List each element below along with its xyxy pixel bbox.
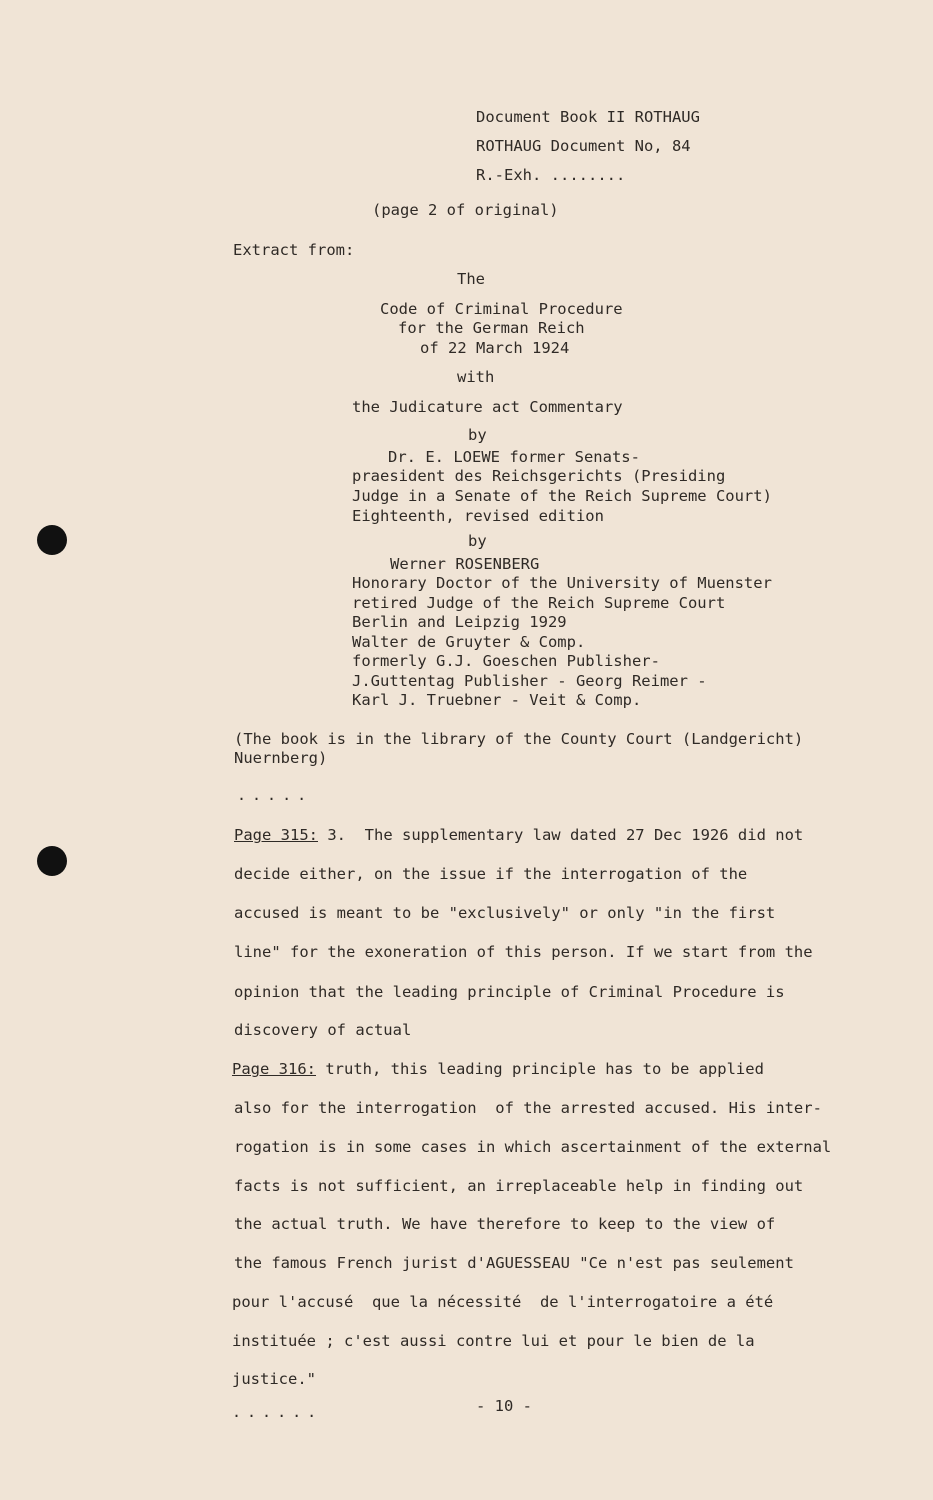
publisher-line-4: Karl J. Truebner - Veit & Comp. — [352, 691, 642, 709]
body-text: 3. The supplementary law dated 27 Dec 1926 did not — [318, 826, 804, 844]
publisher-line-3: J.Guttentag Publisher - Georg Reimer - — [352, 672, 707, 690]
body-line-15: justice." — [232, 1370, 316, 1388]
publication-place: Berlin and Leipzig 1929 — [352, 613, 567, 631]
title-the: The — [457, 270, 485, 288]
publisher-line-1: Walter de Gruyter & Comp. — [352, 633, 586, 651]
body-line-9: rogation is in some cases in which ascertainment of the external — [234, 1138, 832, 1156]
ellipsis-separator: ..... — [237, 786, 313, 804]
body-line-4: line" for the exoneration of this person. If we start from the — [234, 943, 813, 961]
extract-label: Extract from: — [233, 241, 355, 259]
edition: Eighteenth, revised edition — [352, 507, 604, 525]
title-with: with — [457, 368, 495, 386]
author1-line-b: praesident des Reichsgerichts (Presiding — [352, 467, 726, 485]
publisher-line-2: formerly G.J. Goeschen Publisher- — [352, 652, 660, 670]
header-line-3: R.-Exh. ........ — [476, 166, 626, 184]
punch-hole-lower — [37, 846, 67, 876]
author2-name: Werner ROSENBERG — [390, 555, 540, 573]
body-line-6: discovery of actual — [234, 1021, 412, 1039]
library-note-1: (The book is in the library of the County Court (Landgericht) — [234, 730, 804, 748]
header-line-2: ROTHAUG Document No, 84 — [476, 137, 691, 155]
library-note-2: Nuernberg) — [234, 749, 328, 767]
title-by-1: by — [468, 426, 487, 444]
body-line-8: also for the interrogation of the arrested accused. His inter- — [234, 1099, 822, 1117]
page-315-label: Page 315: — [234, 826, 318, 844]
body-line-10: facts is not sufficient, an irreplaceable help in finding out — [234, 1177, 804, 1195]
page-316-label: Page 316: — [232, 1060, 316, 1078]
ellipsis-footer: ...... — [232, 1403, 323, 1421]
body-line-13: pour l'accusé que la nécessité de l'interrogatoire a été — [232, 1293, 774, 1311]
body-line-14: instituée ; c'est aussi contre lui et pour le bien de la — [232, 1332, 755, 1350]
body-line-12: the famous French jurist d'AGUESSEAU "Ce n'est pas seulement — [234, 1254, 794, 1272]
title-commentary: the Judicature act Commentary — [352, 398, 623, 416]
punch-hole-upper — [37, 525, 67, 555]
body-line-2: decide either, on the issue if the interrogation of the — [234, 865, 748, 883]
title-line-3: of 22 March 1924 — [420, 339, 570, 357]
body-line-11: the actual truth. We have therefore to keep to the view of — [234, 1215, 776, 1233]
title-by-2: by — [468, 532, 487, 550]
body-line-1 — [234, 828, 803, 844]
body-line-3: accused is meant to be "exclusively" or only "in the first — [234, 904, 776, 922]
body-line-7 — [232, 1062, 764, 1078]
body-line-5: opinion that the leading principle of Criminal Procedure is — [234, 983, 785, 1001]
author2-line-a: Honorary Doctor of the University of Muenster — [352, 574, 772, 592]
body-text: truth, this leading principle has to be applied — [316, 1060, 764, 1078]
page-number: - 10 - — [476, 1397, 532, 1415]
page-note: (page 2 of original) — [372, 201, 559, 219]
title-line-1: Code of Criminal Procedure — [380, 300, 623, 318]
author2-line-b: retired Judge of the Reich Supreme Court — [352, 594, 726, 612]
author1-line-a: Dr. E. LOEWE former Senats- — [388, 448, 640, 466]
author1-line-c: Judge in a Senate of the Reich Supreme Court) — [352, 487, 772, 505]
title-line-2: for the German Reich — [398, 319, 585, 337]
header-line-1: Document Book II ROTHAUG — [476, 108, 700, 126]
